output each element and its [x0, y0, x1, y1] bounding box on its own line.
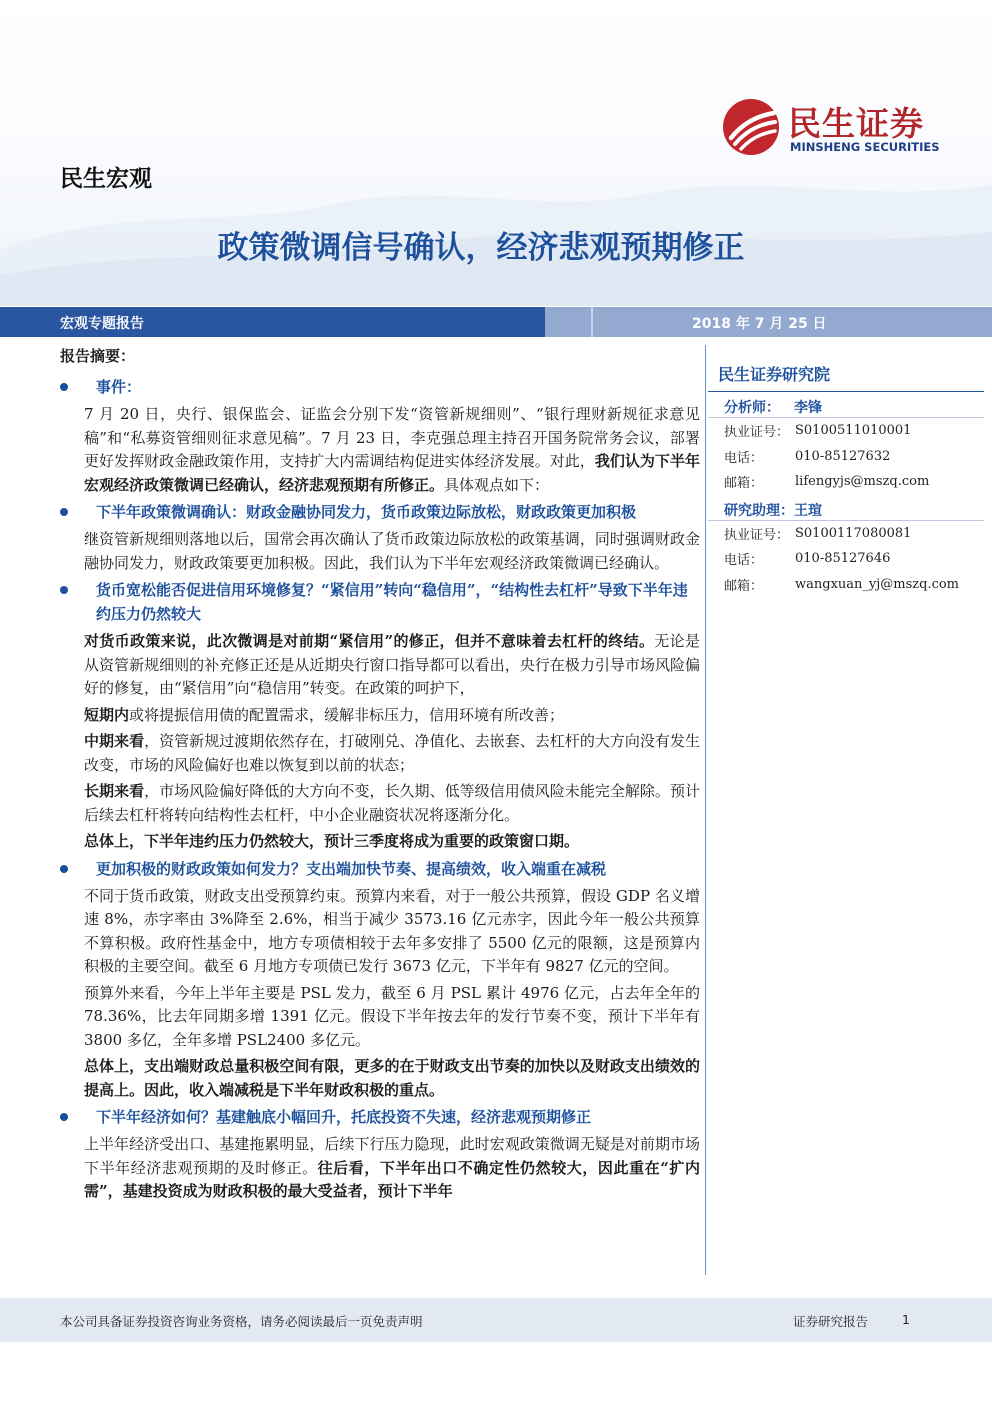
section-heading: 货币宽松能否促进信用环境修复？“紧信用”转向“稳信用”，“结构性去杠杆”导致下半年违约压力仍然较大: [60, 578, 700, 626]
contact-value: lifengyjs@mszq.com: [795, 474, 930, 490]
column-divider: [705, 345, 706, 1275]
contact-value: S0100511010001: [795, 423, 912, 439]
body-text: 上半年经济受出口、基建拖累明显，后续下行压力隐现，此时宏观政策微调无疑是对前期市场下半年经济悲观预期的及时修正。: [84, 1135, 700, 1177]
report-title: 政策微调信号确认，经济悲观预期修正: [217, 230, 745, 266]
contact-label: 执业证号：: [724, 425, 790, 441]
company-logo: [722, 98, 952, 162]
contact-row: [708, 546, 984, 572]
contact-row: [708, 444, 984, 470]
section-paragraph: [60, 704, 700, 728]
analyst-heading: [708, 392, 984, 418]
bold-text: 对货币政策来说，此次微调是对前期“紧信用”的修正，但并不意味着去杠杆的终结。: [84, 632, 655, 650]
assistant-label: 研究助理：: [724, 502, 794, 519]
contact-value: wangxuan_yj@mszq.com: [795, 576, 960, 592]
section-paragraph: [60, 982, 700, 1053]
bold-text: 总体上，支出端财政总量积极空间有限，更多的在于财政支出节奏的加快以及财政支出绩效的提高上。因此，收入端减税是下半年财政积极的重点。: [84, 1057, 700, 1099]
contact-label: 执业证号：: [724, 527, 790, 543]
section-paragraph: [60, 885, 700, 979]
body-text: 或将提振信用债的配置需求，缓解非标压力，信用环境有所改善；: [129, 705, 565, 724]
body-text: 无论是从资管新规细则的补充修正还是从近期央行窗口指导都可以看出，央行在极力引导市场风险偏好的修复，由“紧信用”向“稳信用”转变。在政策的呵护下，: [84, 632, 700, 697]
body-text: 预算外来看，今年上半年主要是 PSL 发力，截至 6 月 PSL 累计 4976 亿元，占去年全年的 78.36%，比去年同期多增 1391 亿元。假设下半年按去年的发行节奏不变，预计下半年有 3800 多亿，全年多增 PSL2400 多亿元。: [84, 983, 700, 1049]
contact-label: 电话：: [724, 553, 764, 569]
band-divider: [591, 307, 593, 337]
body-text: 不同于货币政策，财政支出受预算约束。预算内来看，对于一般公共预算，假设 GDP 名义增速 8%，赤字率由 3%降至 2.6%，相当于减少 3573.16 亿元赤字，因此今年一般公共预算不算积极。政府性基金中，地方专项债相较于去年多安排了 5500 亿元的限额，这是预算内积极的主要空间。截至 6 月地方专项债已发行 3673 亿元，下半年有 9827 亿元的空间。: [84, 886, 700, 975]
section-paragraph: [60, 730, 700, 777]
analyst-name: 李锋: [794, 400, 822, 416]
section-heading: 更加积极的财政政策如何发力？支出端加快节奏、提高绩效，收入端重在减税: [60, 857, 700, 881]
section-paragraph: [60, 1055, 700, 1102]
category-band: [0, 307, 992, 337]
body-text: 7 月 20 日，央行、银保监会、证监会分别下发“资管新规细则”、“银行理财新规征求意见稿”和“私募资管细则征求意见稿”。7 月 23 日，李克强总理主持召开国务院常务会议，部署更好发挥财政金融政策作用，支持扩大内需调结构促进实体经济发展。对此，: [84, 405, 700, 470]
bold-text: 总体上，下半年违约压力仍然较大，预计三季度将成为重要的政策窗口期。: [84, 832, 580, 850]
contact-value: 010-85127632: [795, 448, 891, 464]
institute-name: 民生证券研究院: [708, 345, 984, 392]
bold-text: 中期来看: [84, 732, 145, 750]
report-abstract: [60, 345, 700, 1207]
page-footer: [0, 1298, 992, 1342]
report-date: 2018 年 7 月 25 日: [692, 316, 827, 332]
contact-label: 邮箱：: [724, 476, 764, 492]
section-paragraph: [60, 1133, 700, 1204]
assistant-contact: [708, 521, 984, 598]
document-type: 证券研究报告: [793, 1314, 869, 1329]
body-text: 继资管新规细则落地以后，国常会再次确认了货币政策边际放松的政策基调，同时强调财政金融协同发力，财政政策要更加积极。因此，我们认为下半年宏观经济政策微调已经确认。: [84, 530, 700, 572]
logo-emblem-icon: [722, 98, 780, 156]
analyst-sidebar: [708, 345, 984, 597]
assistant-heading: [708, 495, 984, 521]
section-paragraph: [60, 830, 700, 854]
section-heading: 下半年经济如何？基建触底小幅回升，托底投资不失速，经济悲观预期修正: [60, 1105, 700, 1129]
contact-row: [708, 572, 984, 598]
logo-chinese-name: 民生证券: [788, 104, 924, 143]
bold-text: 往后看，下半年出口不确定性仍然较大，因此重在“扩内需”，基建投资成为财政积极的最大受益者，预计下半年: [84, 1158, 700, 1200]
bold-text: 短期内: [84, 705, 130, 724]
contact-value: 010-85127646: [795, 551, 891, 567]
logo-english-name: MINSHENG SECURITIES: [790, 140, 940, 154]
analyst-label: 分析师：: [724, 400, 780, 416]
section-paragraph: [60, 630, 700, 701]
section-paragraph: [60, 780, 700, 827]
series-brand: 民生宏观: [60, 166, 152, 192]
bold-text: 长期来看: [84, 782, 145, 800]
section-paragraph: [60, 528, 700, 575]
section-heading: 事件：: [60, 375, 700, 399]
report-category: 宏观专题报告: [60, 316, 144, 332]
contact-row: [708, 418, 984, 444]
abstract-sections: [60, 375, 700, 1204]
body-text: ，资管新规过渡期依然存在，打破刚兑、净值化、去嵌套、去杠杆的大方向没有发生改变，市场的风险偏好也难以恢复到以前的状态；: [84, 732, 700, 774]
contact-row: [708, 521, 984, 547]
abstract-label: 报告摘要：: [60, 347, 136, 365]
header-banner: [0, 0, 992, 306]
disclaimer-note: 本公司具备证券投资咨询业务资格，请务必阅读最后一页免责声明: [60, 1314, 423, 1329]
assistant-name: 王瑄: [794, 502, 822, 519]
analyst-contact: [708, 418, 984, 495]
section-paragraph: [60, 403, 700, 497]
bold-text: 我们认为下半年宏观经济政策微调已经确认，经济悲观预期有所修正。: [84, 452, 700, 494]
page-number: 1: [902, 1312, 910, 1327]
contact-row: [708, 469, 984, 495]
contact-value: S0100117080081: [795, 525, 912, 541]
section-heading: 下半年政策微调确认：财政金融协同发力，货币政策边际放松，财政政策更加积极: [60, 500, 700, 524]
contact-label: 邮箱：: [724, 578, 764, 594]
body-text: ，市场风险偏好降低的大方向不变，长久期、低等级信用债风险未能完全解除。预计后续去杠杆将转向结构性去杠杆，中小企业融资状况将逐渐分化。: [84, 782, 700, 824]
body-text: 具体观点如下：: [444, 475, 550, 494]
contact-label: 电话：: [724, 450, 764, 466]
